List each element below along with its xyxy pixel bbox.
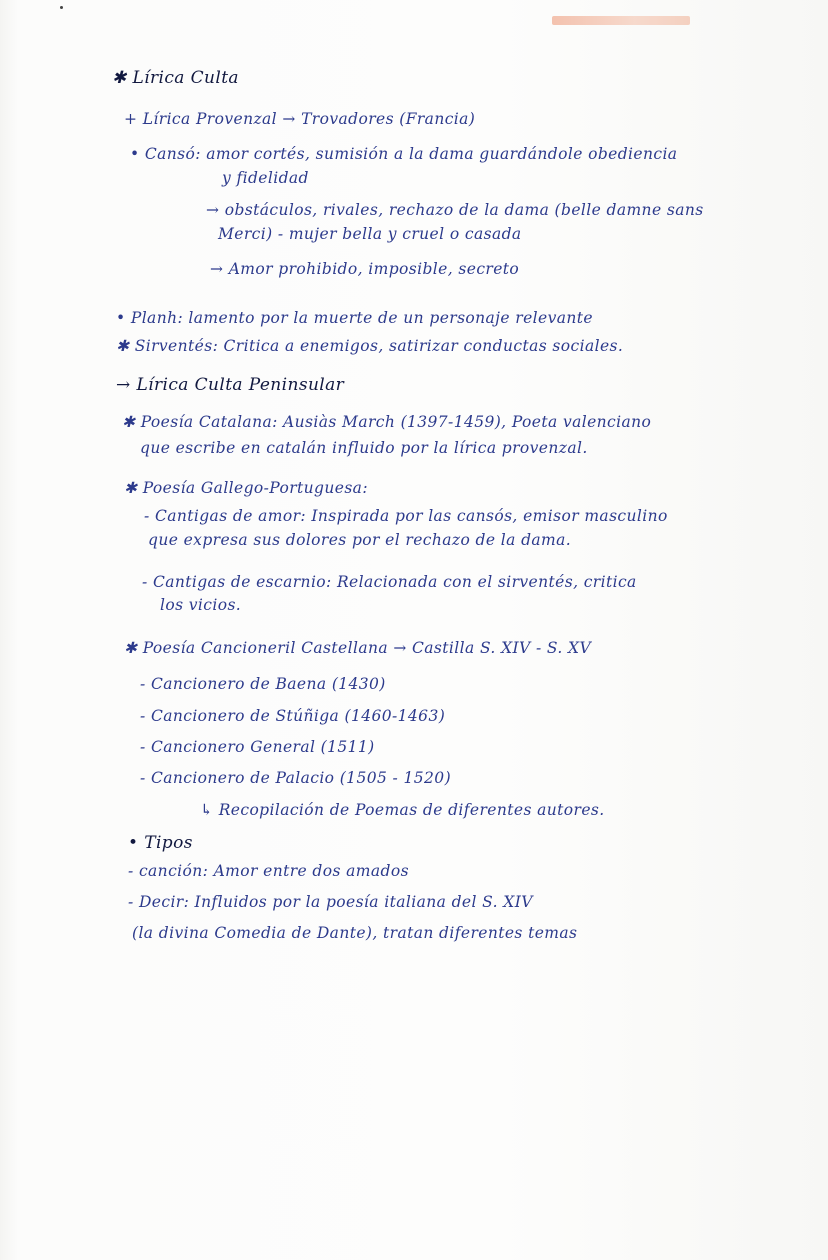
note-line: ✱ Sirventés: Critica a enemigos, satirizar conductas sociales. (116, 337, 624, 355)
note-line: ↳ Recopilación de Poemas de diferentes autores. (200, 801, 605, 819)
note-line: - Cancionero de Palacio (1505 - 1520) (140, 769, 452, 787)
note-line: - Decir: Influidos por la poesía italiana del S. XIV (128, 893, 533, 911)
note-line: • Planh: lamento por la muerte de un personaje relevante (116, 309, 593, 327)
heading-tipos: • Tipos (128, 833, 193, 853)
note-line: ✱ Poesía Gallego-Portuguesa: (124, 479, 368, 497)
note-line: - Cancionero General (1511) (140, 738, 375, 756)
note-line: ✱ Poesía Cancioneril Castellana → Castilla S. XIV - S. XV (124, 639, 592, 657)
note-line: (la divina Comedia de Dante), tratan diferentes temas (132, 924, 578, 942)
note-line: ✱ Poesía Catalana: Ausiàs March (1397-1459), Poeta valenciano (122, 413, 652, 431)
heading-lirica-culta: ✱ Lírica Culta (112, 68, 239, 88)
tape-strip (552, 16, 690, 25)
page-speck (60, 6, 63, 9)
heading-lirica-peninsular: → Lírica Culta Peninsular (116, 375, 345, 395)
note-line: → obstáculos, rivales, rechazo de la dama (belle damne sans (206, 201, 704, 219)
note-line: que expresa sus dolores por el rechazo de la dama. (148, 531, 572, 549)
note-line: • Cansó: amor cortés, sumisión a la dama guardándole obediencia (130, 145, 678, 163)
note-line: los vicios. (160, 596, 242, 614)
note-line: - Cancionero de Stúñiga (1460-1463) (140, 707, 446, 725)
note-line: Merci) - mujer bella y cruel o casada (218, 225, 522, 243)
note-line: - Cantigas de escarnio: Relacionada con el sirventés, critica (142, 573, 637, 591)
note-line: y fidelidad (222, 169, 309, 187)
note-line: + Lírica Provenzal → Trovadores (Francia) (124, 110, 476, 128)
note-line: - Cancionero de Baena (1430) (140, 675, 386, 693)
note-line: - canción: Amor entre dos amados (128, 862, 409, 880)
note-line: → Amor prohibido, imposible, secreto (210, 260, 520, 278)
note-line: que escribe en catalán influido por la lírica provenzal. (140, 439, 588, 457)
note-line: - Cantigas de amor: Inspirada por las cansós, emisor masculino (144, 507, 668, 525)
